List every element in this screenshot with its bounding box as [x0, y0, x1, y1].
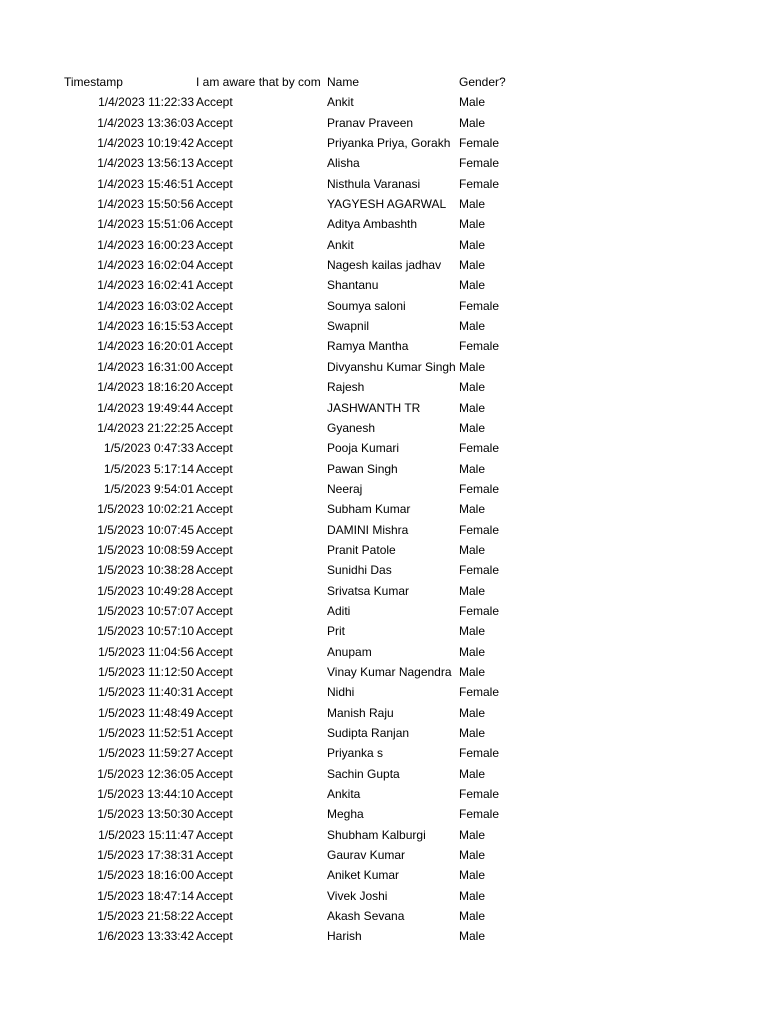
timestamp-cell[interactable]: 1/5/2023 10:08:59 [97, 542, 194, 557]
table-row [62, 235, 582, 255]
name-cell[interactable]: Harish [327, 929, 362, 944]
timestamp-cell[interactable]: 1/4/2023 16:20:01 [97, 339, 194, 354]
table-row [62, 764, 582, 784]
name-cell[interactable]: Anupam [327, 644, 372, 659]
consent-cell[interactable]: Accept [196, 929, 233, 944]
gender-cell[interactable]: Female [459, 746, 500, 761]
consent-cell[interactable]: Accept [196, 705, 233, 720]
timestamp-cell[interactable]: 1/5/2023 11:12:50 [98, 664, 194, 679]
consent-cell[interactable]: Accept [196, 441, 233, 456]
consent-cell[interactable]: Accept [196, 868, 233, 883]
gender-cell[interactable]: Female [459, 685, 500, 700]
table-row [62, 438, 582, 458]
gender-cell[interactable]: Female [459, 481, 500, 496]
table-row [62, 316, 582, 336]
gender-cell[interactable]: Male [459, 95, 486, 110]
name-cell[interactable]: Gyanesh [327, 420, 376, 435]
table-row [62, 540, 582, 560]
name-cell[interactable]: DAMINI Mishra [327, 522, 409, 537]
timestamp-cell[interactable]: 1/4/2023 16:31:00 [97, 359, 194, 374]
consent-cell[interactable]: Accept [196, 542, 233, 557]
gender-cell[interactable]: Male [459, 848, 486, 863]
timestamp-cell[interactable]: 1/4/2023 21:22:25 [97, 420, 194, 435]
name-cell[interactable]: Megha [327, 807, 364, 822]
gender-cell[interactable]: Female [459, 563, 500, 578]
table-row [62, 560, 582, 580]
name-cell[interactable]: Shubham Kalburgi [327, 827, 426, 842]
gender-cell[interactable]: Male [459, 664, 486, 679]
name-cell[interactable]: Neeraj [327, 481, 363, 496]
table-row [62, 581, 582, 601]
gender-cell[interactable]: Male [459, 929, 486, 944]
gender-cell[interactable]: Male [459, 237, 486, 252]
timestamp-cell[interactable]: 1/4/2023 19:49:44 [97, 400, 194, 415]
timestamp-cell[interactable]: 1/4/2023 15:51:06 [97, 217, 194, 232]
consent-cell[interactable]: Accept [196, 319, 233, 334]
name-cell[interactable]: Pranav Praveen [327, 115, 414, 130]
header-row [62, 72, 582, 92]
name-cell[interactable]: Divyanshu Kumar Singh [327, 359, 456, 374]
name-cell[interactable]: Aditi [327, 603, 351, 618]
name-cell[interactable]: Ankita [327, 787, 361, 802]
gender-cell[interactable]: Female [459, 441, 500, 456]
timestamp-cell[interactable]: 1/5/2023 12:36:05 [97, 766, 194, 781]
consent-cell[interactable]: Accept [196, 583, 233, 598]
consent-cell[interactable]: Accept [196, 563, 233, 578]
gender-cell[interactable]: Male [459, 502, 486, 517]
timestamp-cell[interactable]: 1/4/2023 11:22:33 [98, 95, 194, 110]
consent-cell[interactable]: Accept [196, 888, 233, 903]
consent-cell[interactable]: Accept [196, 420, 233, 435]
timestamp-cell[interactable]: 1/4/2023 13:56:13 [97, 156, 194, 171]
gender-cell[interactable]: Male [459, 726, 486, 740]
table-row [62, 926, 582, 946]
timestamp-cell[interactable]: 1/5/2023 10:02:21 [97, 502, 194, 517]
timestamp-cell[interactable]: 1/4/2023 16:02:41 [97, 278, 194, 293]
timestamp-cell[interactable]: 1/5/2023 10:57:10 [97, 624, 194, 639]
timestamp-cell[interactable]: 1/4/2023 15:46:51 [97, 176, 194, 191]
consent-cell[interactable]: Accept [196, 807, 233, 822]
table-row [62, 153, 582, 173]
timestamp-cell[interactable]: 1/5/2023 15:11:47 [98, 827, 194, 842]
name-cell[interactable]: Nagesh kailas jadhav [327, 258, 442, 273]
gender-cell[interactable]: Male [459, 624, 486, 639]
consent-cell[interactable]: Accept [196, 461, 233, 476]
name-cell[interactable]: Ankit [327, 237, 354, 252]
timestamp-cell[interactable]: 1/4/2023 16:15:53 [97, 319, 194, 334]
gender-cell[interactable]: Female [459, 298, 500, 313]
gender-cell[interactable]: Male [459, 542, 486, 557]
header-gender[interactable]: Gender? [459, 75, 506, 89]
consent-cell[interactable]: Accept [196, 787, 233, 802]
timestamp-cell[interactable]: 1/5/2023 10:49:28 [97, 583, 194, 598]
name-cell[interactable]: Priyanka Priya, Gorakh [327, 136, 451, 151]
name-cell[interactable]: Subham Kumar [327, 502, 411, 517]
consent-cell[interactable]: Accept [196, 522, 233, 537]
table-row [62, 845, 582, 865]
table-row [62, 214, 582, 234]
table-row [62, 336, 582, 356]
consent-cell[interactable]: Accept [196, 603, 233, 618]
table-row [62, 682, 582, 702]
gender-cell[interactable]: Female [459, 807, 500, 822]
consent-cell[interactable]: Accept [196, 766, 233, 781]
consent-cell[interactable]: Accept [196, 624, 233, 639]
name-cell[interactable]: Srivatsa Kumar [327, 583, 410, 598]
gender-cell[interactable]: Male [459, 420, 486, 435]
consent-cell[interactable]: Accept [196, 644, 233, 659]
table-row [62, 784, 582, 804]
gender-cell[interactable]: Male [459, 705, 486, 720]
consent-cell[interactable]: Accept [196, 726, 233, 740]
name-cell[interactable]: Ankit [327, 95, 354, 110]
timestamp-cell[interactable]: 1/5/2023 10:57:07 [97, 603, 194, 618]
gender-cell[interactable]: Female [459, 522, 500, 537]
consent-cell[interactable]: Accept [196, 176, 233, 191]
timestamp-cell[interactable]: 1/5/2023 13:50:30 [97, 807, 194, 822]
gender-cell[interactable]: Male [459, 583, 486, 598]
timestamp-cell[interactable]: 1/5/2023 0:47:33 [103, 441, 194, 456]
name-cell[interactable]: Rajesh [327, 380, 365, 395]
name-cell[interactable]: Sudipta Ranjan [327, 726, 410, 740]
gender-cell[interactable]: Female [459, 603, 500, 618]
gender-cell[interactable]: Male [459, 258, 486, 273]
table-row [62, 886, 582, 906]
name-cell[interactable]: Vivek Joshi [327, 888, 388, 903]
gender-cell[interactable]: Female [459, 787, 500, 802]
table-row [62, 92, 582, 112]
table-row [62, 804, 582, 824]
table-row [62, 418, 582, 438]
name-cell[interactable]: Nisthula Varanasi [327, 176, 421, 191]
consent-cell[interactable]: Accept [196, 156, 233, 171]
consent-cell[interactable]: Accept [196, 664, 233, 679]
consent-cell[interactable]: Accept [196, 359, 233, 374]
table-body [62, 92, 582, 946]
table-row [62, 255, 582, 275]
header-consent[interactable]: I am aware that by com [196, 75, 321, 89]
table-row [62, 357, 582, 377]
name-cell[interactable]: Shantanu [327, 278, 379, 293]
consent-cell[interactable]: Accept [196, 298, 233, 313]
table-row [62, 601, 582, 621]
table-row [62, 133, 582, 153]
gender-cell[interactable]: Male [459, 909, 486, 924]
consent-cell[interactable]: Accept [196, 136, 233, 151]
consent-cell[interactable]: Accept [196, 258, 233, 273]
timestamp-cell[interactable]: 1/4/2023 15:50:56 [97, 197, 194, 212]
name-cell[interactable]: Aniket Kumar [327, 868, 400, 883]
gender-cell[interactable]: Female [459, 176, 500, 191]
name-cell[interactable]: YAGYESH AGARWAL [327, 197, 447, 212]
gender-cell[interactable]: Male [459, 115, 486, 130]
consent-cell[interactable]: Accept [196, 217, 233, 232]
timestamp-cell[interactable]: 1/5/2023 18:16:00 [97, 868, 194, 883]
name-cell[interactable]: Swapnil [327, 319, 370, 334]
timestamp-cell[interactable]: 1/5/2023 11:04:56 [98, 644, 194, 659]
name-cell[interactable]: Akash Sevana [327, 909, 405, 924]
table-row [62, 194, 582, 214]
timestamp-cell[interactable]: 1/4/2023 10:19:42 [97, 136, 194, 151]
table-row [62, 906, 582, 926]
consent-cell[interactable]: Accept [196, 909, 233, 924]
consent-cell[interactable]: Accept [196, 481, 233, 496]
gender-cell[interactable]: Male [459, 827, 486, 842]
table-row [62, 520, 582, 540]
name-cell[interactable]: Vinay Kumar Nagendra [327, 664, 452, 679]
timestamp-cell[interactable]: 1/5/2023 5:17:14 [103, 461, 194, 476]
consent-cell[interactable]: Accept [196, 380, 233, 395]
table-row [62, 174, 582, 194]
gender-cell[interactable]: Female [459, 136, 500, 151]
name-cell[interactable]: Nidhi [327, 685, 355, 700]
name-cell[interactable]: JASHWANTH TR [327, 400, 421, 415]
gender-cell[interactable]: Male [459, 400, 486, 415]
table-row [62, 479, 582, 499]
name-cell[interactable]: Pawan Singh [327, 461, 398, 476]
table-row [62, 296, 582, 316]
name-cell[interactable]: Prit [327, 624, 345, 639]
gender-cell[interactable]: Female [459, 339, 500, 354]
name-cell[interactable]: Alisha [327, 156, 360, 171]
gender-cell[interactable]: Male [459, 319, 486, 334]
table-row [62, 865, 582, 885]
name-cell[interactable]: Gaurav Kumar [327, 848, 406, 863]
table-row [62, 621, 582, 641]
name-cell[interactable]: Ramya Mantha [327, 339, 409, 354]
consent-cell[interactable]: Accept [196, 848, 233, 863]
name-cell[interactable]: Sunidhi Das [327, 563, 392, 578]
consent-cell[interactable]: Accept [196, 685, 233, 700]
table-row [62, 723, 582, 743]
timestamp-cell[interactable]: 1/6/2023 13:33:42 [97, 929, 194, 944]
timestamp-cell[interactable]: 1/5/2023 9:54:01 [103, 481, 194, 496]
gender-cell[interactable]: Male [459, 766, 486, 781]
gender-cell[interactable]: Male [459, 888, 486, 903]
consent-cell[interactable]: Accept [196, 502, 233, 517]
gender-cell[interactable]: Male [459, 197, 486, 212]
name-cell[interactable]: Manish Raju [327, 705, 394, 720]
timestamp-cell[interactable]: 1/5/2023 13:44:10 [97, 787, 194, 802]
header-name[interactable]: Name [327, 75, 360, 89]
spreadsheet [62, 72, 582, 947]
name-cell[interactable]: Soumya saloni [327, 298, 406, 313]
header-timestamp[interactable]: Timestamp [64, 75, 123, 89]
timestamp-cell[interactable]: 1/5/2023 10:07:45 [97, 522, 194, 537]
consent-cell[interactable]: Accept [196, 827, 233, 842]
timestamp-cell[interactable]: 1/5/2023 21:58:22 [97, 909, 194, 924]
gender-cell[interactable]: Male [459, 359, 486, 374]
gender-cell[interactable]: Male [459, 217, 486, 232]
consent-cell[interactable]: Accept [196, 278, 233, 293]
table-row [62, 703, 582, 723]
table-row [62, 398, 582, 418]
table-row [62, 499, 582, 519]
timestamp-cell[interactable]: 1/5/2023 11:52:51 [98, 726, 194, 740]
gender-cell[interactable]: Female [459, 156, 500, 171]
table-row [62, 275, 582, 295]
timestamp-cell[interactable]: 1/4/2023 16:00:23 [97, 237, 194, 252]
table-row [62, 459, 582, 479]
timestamp-cell[interactable]: 1/5/2023 18:47:14 [97, 888, 194, 903]
gender-cell[interactable]: Male [459, 278, 486, 293]
name-cell[interactable]: Aditya Ambashth [327, 217, 418, 232]
timestamp-cell[interactable]: 1/5/2023 17:38:31 [97, 848, 194, 863]
consent-cell[interactable]: Accept [196, 115, 233, 130]
table-row [62, 113, 582, 133]
timestamp-cell[interactable]: 1/4/2023 18:16:20 [97, 380, 194, 395]
timestamp-cell[interactable]: 1/5/2023 11:40:31 [98, 685, 194, 700]
name-cell[interactable]: Sachin Gupta [327, 766, 400, 781]
consent-cell[interactable]: Accept [196, 400, 233, 415]
table-row [62, 825, 582, 845]
table-row [62, 743, 582, 763]
name-cell[interactable]: Pooja Kumari [327, 441, 400, 456]
name-cell[interactable]: Pranit Patole [327, 542, 396, 557]
timestamp-cell[interactable]: 1/4/2023 16:03:02 [97, 298, 194, 313]
consent-cell[interactable]: Accept [196, 95, 233, 110]
name-cell[interactable]: Priyanka s [327, 746, 384, 761]
timestamp-cell[interactable]: 1/5/2023 11:48:49 [98, 705, 194, 720]
table-row [62, 377, 582, 397]
consent-cell[interactable]: Accept [196, 339, 233, 354]
timestamp-cell[interactable]: 1/5/2023 11:59:27 [98, 746, 194, 761]
timestamp-cell[interactable]: 1/5/2023 10:38:28 [97, 563, 194, 578]
consent-cell[interactable]: Accept [196, 197, 233, 212]
table-row [62, 662, 582, 682]
table-row [62, 642, 582, 662]
gender-cell[interactable]: Male [459, 868, 486, 883]
consent-cell[interactable]: Accept [196, 746, 233, 761]
consent-cell[interactable]: Accept [196, 237, 233, 252]
timestamp-cell[interactable]: 1/4/2023 13:36:03 [97, 115, 194, 130]
gender-cell[interactable]: Male [459, 644, 486, 659]
timestamp-cell[interactable]: 1/4/2023 16:02:04 [97, 258, 194, 273]
gender-cell[interactable]: Male [459, 380, 486, 395]
gender-cell[interactable]: Male [459, 461, 486, 476]
